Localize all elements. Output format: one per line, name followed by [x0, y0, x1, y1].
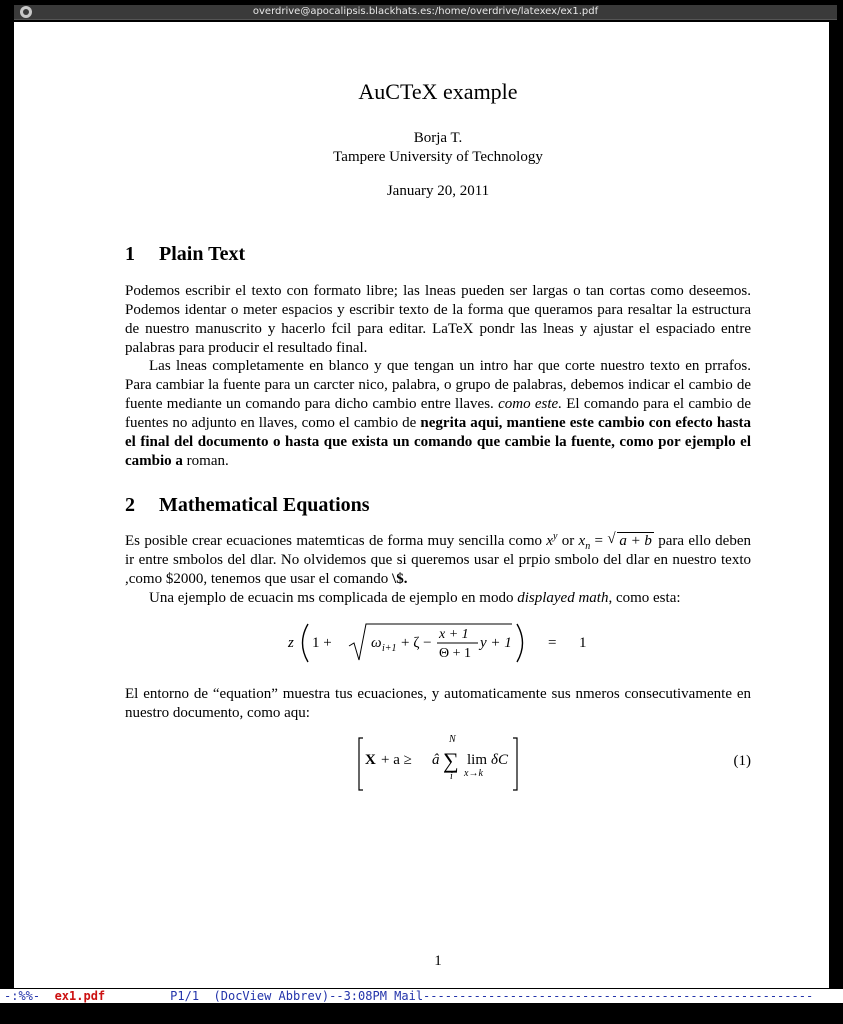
section-heading: [125, 493, 370, 517]
equation-graphic: [125, 734, 685, 794]
modeline-status: P1/1 (DocView Abbrev)--3:08PM Mail------------------------------------------------------: [105, 989, 814, 1003]
svg-text:x + 1: x + 1: [439, 627, 469, 642]
svg-text:y + 1: y + 1: [480, 635, 512, 651]
svg-text:=: =: [548, 635, 557, 651]
doc-author: Borja T.: [413, 130, 463, 146]
command-text: \$.: [392, 571, 408, 587]
svg-text:N: N: [449, 734, 456, 745]
svg-text:lim: lim: [467, 752, 488, 768]
svg-text:i: i: [450, 771, 453, 782]
svg-text:+ a ≥: + a ≥: [381, 752, 412, 768]
section-heading: [125, 242, 245, 266]
svg-text:+ ζ −: + ζ −: [401, 635, 432, 651]
numbered-equation: [125, 734, 751, 794]
paragraph-text: roman.: [186, 453, 229, 469]
svg-text:z: z: [288, 635, 294, 651]
inline-math-sqrt: √ a + b: [607, 531, 652, 549]
paragraph-text: or: [561, 533, 575, 549]
scrollbar[interactable]: [829, 22, 837, 988]
equation-number: (1): [733, 753, 751, 769]
doc-title: AuCTeX example: [358, 79, 518, 104]
svg-text:ω: ω: [371, 635, 382, 651]
doc-institution: Tampere University of Technology: [333, 149, 543, 165]
paragraph: Es posible crear ecuaciones matemticas de forma muy sencilla como $x^y$ or $x_n$ = √ a + b para ello deben ir entre smbolos del dlar. No olvidemos que si queremos usar el prpio smbolo del dlar en nuestro texto ,como $2000, tenemos que usar el comando \$.: [125, 531, 751, 587]
equation-graphic: [125, 618, 751, 668]
paragraph: [125, 589, 751, 608]
paragraph: [125, 357, 751, 471]
window-titlebar[interactable]: [14, 5, 837, 20]
modeline-prefix: -:%%-: [4, 989, 55, 1003]
paragraph-text: Una ejemplo de ecuacin ms complicada de ejemplo en modo: [149, 590, 514, 606]
doc-date: January 20, 2011: [386, 183, 490, 199]
paragraph: El entorno de “equation” muestra tus ecuaciones, y automaticamente sus nmeros consecutivamente en nuestro documento, como aqu:: [125, 686, 751, 721]
inline-math-xn: $x_n$: [578, 533, 591, 552]
svg-text:1: 1: [579, 635, 587, 651]
svg-text:X: X: [365, 752, 376, 768]
svg-text:∑: ∑: [443, 748, 459, 773]
display-equation: [125, 618, 751, 664]
left-frame: [0, 0, 8, 1024]
bold-text: negrita aqui, mantiene este cambio con efecto hasta el final del documento o hasta que exista un comando que cambie la fuente, como por ejemplo el cambio a: [125, 415, 752, 469]
svg-text:x→k: x→k: [464, 768, 483, 779]
italic-text: displayed math: [517, 590, 609, 606]
section-number: 1: [125, 243, 135, 265]
minibuffer[interactable]: [0, 1003, 843, 1024]
svg-text:Θ + 1: Θ + 1: [439, 646, 472, 661]
emacs-modeline: [0, 988, 843, 1003]
paragraph-text: para ello deben ir entre smbolos del dlar. No olvidemos que si queremos usar el prpio smbolo del dlar en nuestro texto ,como $2000, tenemos que usar el comando: [125, 533, 751, 587]
section-title: Plain Text: [159, 243, 246, 265]
paragraph-text: Las lneas completamente en blanco y que tengan un intro har que corte nuestro texto en prrafos. Para cambiar la fuente para un carcter nico, palabra, o grupo de palabras, debemos indicar el cambio de fuente mediante un comando para dicho cambio entre llaves.: [125, 358, 751, 412]
paragraph-text: El comando para el cambio de fuentes no adjunto en llaves, como el cambio de: [125, 396, 751, 431]
paragraph-text: Es posible crear ecuaciones matemticas de forma muy sencilla como: [125, 533, 542, 549]
pdf-page[interactable]: [14, 22, 829, 988]
inline-math-xy: $x^y$: [546, 531, 558, 549]
svg-text:i+1: i+1: [382, 643, 397, 654]
svg-text:1 +: 1 +: [312, 635, 332, 651]
italic-text: como este.: [498, 396, 562, 412]
svg-text:δC: δC: [491, 752, 508, 768]
section-number: 2: [125, 494, 135, 516]
section-title: Mathematical Equations: [159, 494, 370, 516]
paragraph-text: , como esta:: [608, 590, 681, 606]
window-title: overdrive@apocalipsis.blackhats.es:/home/overdrive/latexex/ex1.pdf: [252, 6, 599, 17]
page-number: 1: [434, 953, 442, 969]
modeline-text: [4, 989, 813, 1003]
svg-text:â: â: [432, 752, 440, 768]
modeline-buffer-name[interactable]: ex1.pdf: [54, 989, 106, 1003]
paragraph: Podemos escribir el texto con formato libre; las lneas pueden ser largas o tan cortas como deseemos. Podemos identar o meter espacios y escribir texto de la forma que queramos para resaltar la estructura de nuestro manuscrito y hacerlo fcil para editar. LaTeX pondr las lneas y ajustar el espaciado entre palabras para producir el resultado final.: [125, 283, 751, 356]
